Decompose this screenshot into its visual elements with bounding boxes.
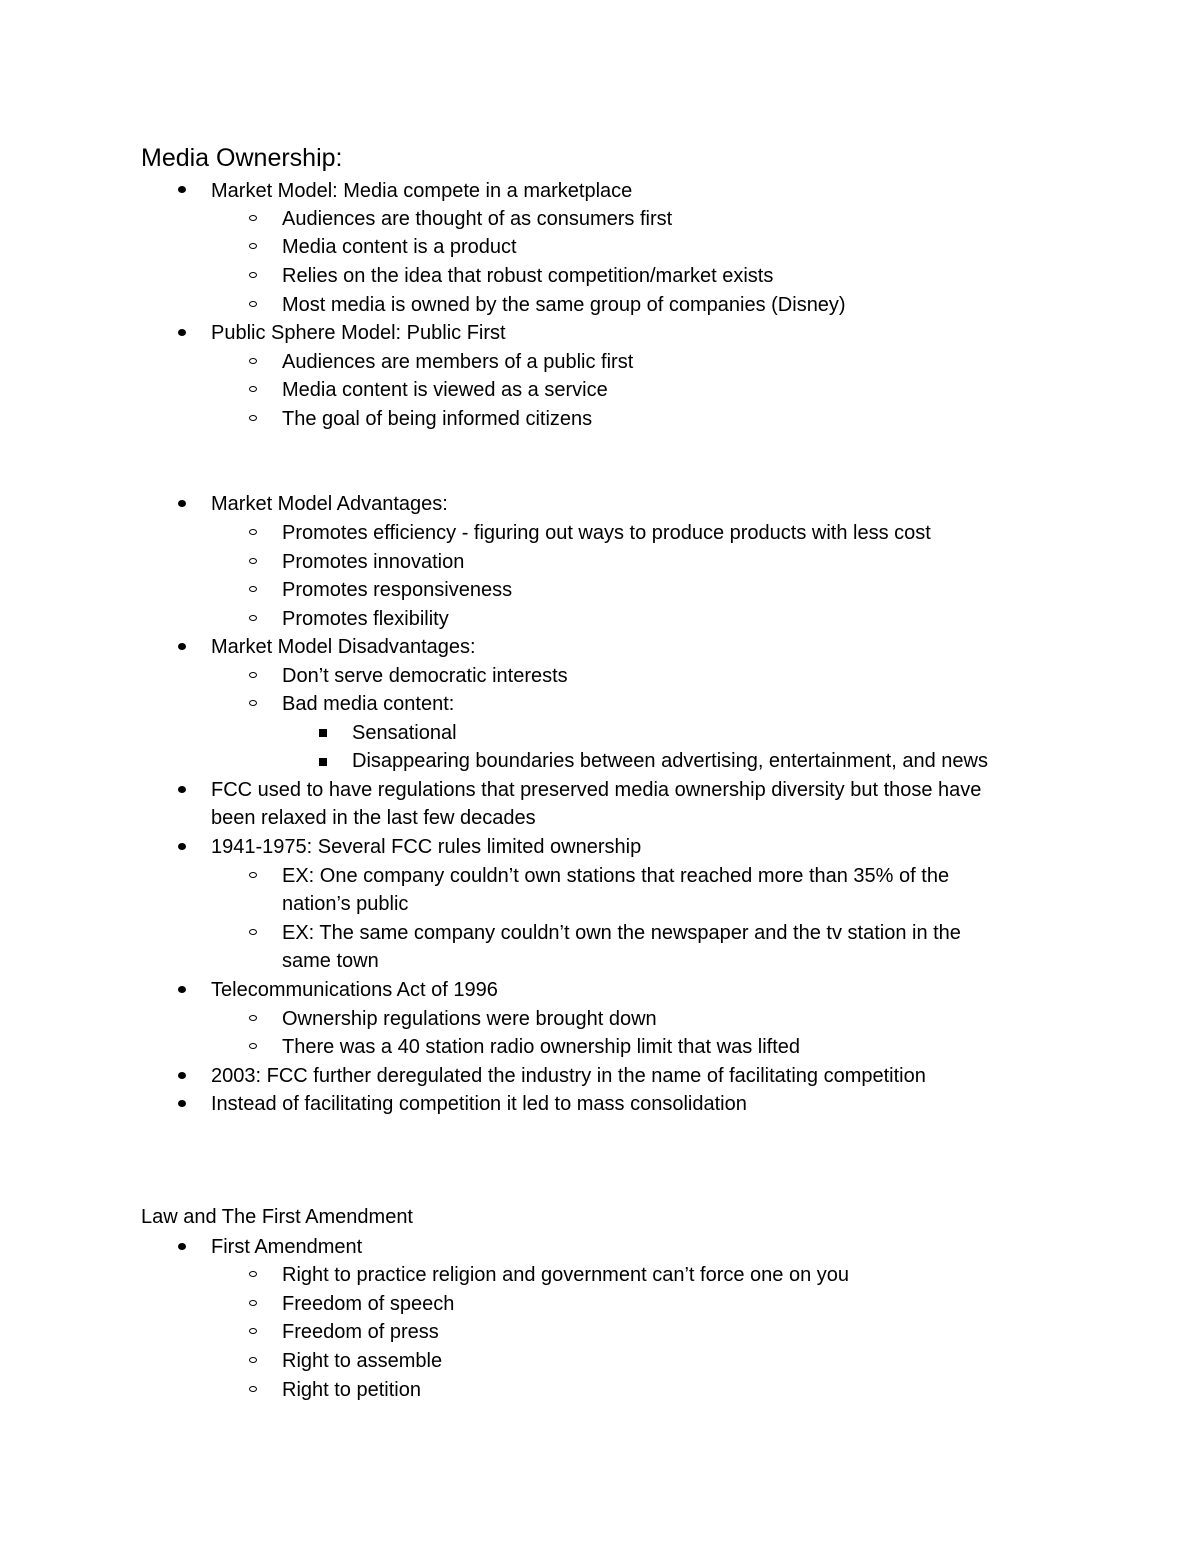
list-item: 2003: FCC further deregulated the industry in the name of facilitating competition xyxy=(211,1065,926,1087)
bullet-circle-icon xyxy=(249,1015,257,1021)
bullet-circle-icon xyxy=(249,272,257,278)
bullet-circle-icon xyxy=(249,672,257,678)
list-item: Telecommunications Act of 1996 xyxy=(211,979,498,1001)
bullet-circle-icon xyxy=(249,586,257,592)
bullet-circle-icon xyxy=(249,1043,257,1049)
bullet-circle-icon xyxy=(249,1328,257,1334)
list-item: Promotes efficiency - figuring out ways to produce products with less cost xyxy=(282,522,931,544)
list-item: Audiences are thought of as consumers first xyxy=(282,208,673,230)
list-item: Most media is owned by the same group of companies (Disney) xyxy=(282,294,846,316)
list-item-continuation: nation’s public xyxy=(282,893,409,915)
bullet-square-icon xyxy=(319,729,327,737)
bullet-circle-icon xyxy=(249,1386,257,1392)
list-item: FCC used to have regulations that preserved media ownership diversity but those have xyxy=(211,779,982,801)
list-item: Ownership regulations were brought down xyxy=(282,1008,657,1030)
bullet-circle-icon xyxy=(249,215,257,221)
list-item: Freedom of speech xyxy=(282,1293,455,1315)
list-item: Market Model Advantages: xyxy=(211,493,448,515)
bullet-circle-icon xyxy=(249,415,257,421)
list-item: Sensational xyxy=(352,722,457,744)
section-title-media-ownership: Media Ownership: xyxy=(141,144,343,172)
list-item: Public Sphere Model: Public First xyxy=(211,322,506,344)
bullet-circle-icon xyxy=(249,872,257,878)
list-item: Bad media content: xyxy=(282,693,455,715)
bullet-circle-icon xyxy=(249,1357,257,1363)
list-item: Relies on the idea that robust competition/market exists xyxy=(282,265,774,287)
list-item: Promotes responsiveness xyxy=(282,579,513,601)
bullet-circle-icon xyxy=(249,929,257,935)
bullet-dot-icon xyxy=(178,329,186,336)
bullet-dot-icon xyxy=(178,843,186,850)
bullet-dot-icon xyxy=(178,500,186,507)
bullet-circle-icon xyxy=(249,1271,257,1277)
bullet-circle-icon xyxy=(249,386,257,392)
bullet-dot-icon xyxy=(178,643,186,650)
list-item-continuation: same town xyxy=(282,950,379,972)
bullet-circle-icon xyxy=(249,615,257,621)
list-item: First Amendment xyxy=(211,1236,363,1258)
bullet-dot-icon xyxy=(178,786,186,793)
list-item-continuation: been relaxed in the last few decades xyxy=(211,807,536,829)
list-item: Instead of facilitating competition it led to mass consolidation xyxy=(211,1093,747,1115)
bullet-circle-icon xyxy=(249,358,257,364)
section-title-first-amendment: Law and The First Amendment xyxy=(141,1206,413,1228)
list-item: Market Model Disadvantages: xyxy=(211,636,476,658)
list-item: Don’t serve democratic interests xyxy=(282,665,568,687)
bullet-dot-icon xyxy=(178,186,186,193)
bullet-circle-icon xyxy=(249,700,257,706)
bullet-dot-icon xyxy=(178,1100,186,1107)
list-item: Right to petition xyxy=(282,1379,421,1401)
bullet-circle-icon xyxy=(249,558,257,564)
bullet-dot-icon xyxy=(178,1243,186,1250)
bullet-circle-icon xyxy=(249,1300,257,1306)
list-item: The goal of being informed citizens xyxy=(282,408,593,430)
list-item: Freedom of press xyxy=(282,1321,439,1343)
bullet-circle-icon xyxy=(249,301,257,307)
list-item: Right to assemble xyxy=(282,1350,443,1372)
list-item: Market Model: Media compete in a marketplace xyxy=(211,180,633,202)
list-item: There was a 40 station radio ownership limit that was lifted xyxy=(282,1036,801,1058)
list-item: Disappearing boundaries between advertising, entertainment, and news xyxy=(352,750,988,772)
bullet-square-icon xyxy=(319,758,327,766)
list-item: 1941-1975: Several FCC rules limited ownership xyxy=(211,836,642,858)
bullet-circle-icon xyxy=(249,243,257,249)
list-item: EX: One company couldn’t own stations that reached more than 35% of the xyxy=(282,865,950,887)
list-item: Promotes innovation xyxy=(282,551,465,573)
list-item: Media content is viewed as a service xyxy=(282,379,608,401)
bullet-dot-icon xyxy=(178,1072,186,1079)
bullet-dot-icon xyxy=(178,986,186,993)
list-item: EX: The same company couldn’t own the newspaper and the tv station in the xyxy=(282,922,961,944)
list-item: Right to practice religion and government can’t force one on you xyxy=(282,1264,850,1286)
list-item: Audiences are members of a public first xyxy=(282,351,634,373)
list-item: Promotes flexibility xyxy=(282,608,449,630)
list-item: Media content is a product xyxy=(282,236,517,258)
bullet-circle-icon xyxy=(249,529,257,535)
